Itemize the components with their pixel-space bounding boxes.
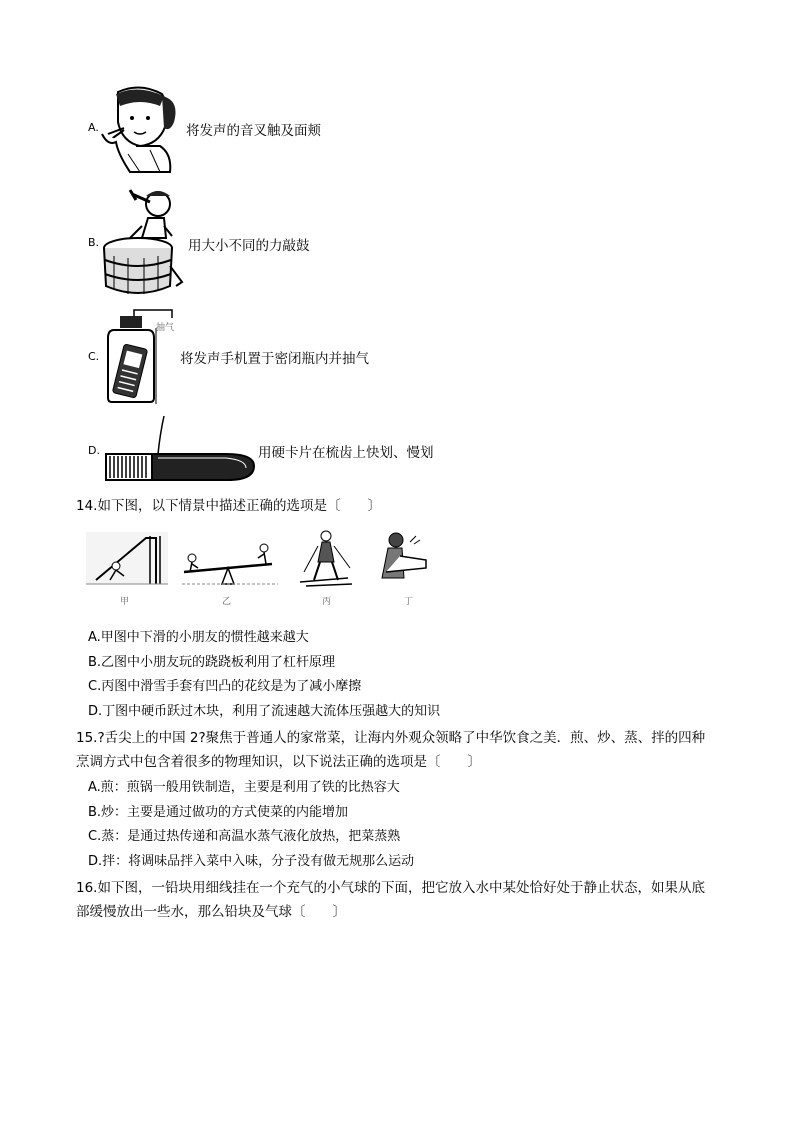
- q14-stem: 14.如下图，以下情景中描述正确的选项是〔 〕: [76, 498, 381, 514]
- q15-option-c: C.蒸：是通过热传递和高温水蒸气液化放热，把菜蒸熟: [88, 829, 401, 844]
- q14-option-d: D.丁图中硬币跃过木块，利用了流速越大流体压强越大的知识: [88, 704, 441, 719]
- option-a-letter: A.: [88, 121, 99, 134]
- figure-label-ding: 丁: [404, 597, 414, 607]
- figure-label-jia: 甲: [120, 597, 130, 607]
- option-a-text: 将发声的音叉触及面颊: [186, 123, 321, 139]
- q15-stem-line1: 15.?舌尖上的中国 2?聚焦于普通人的家常菜，让海内外观众领略了中华饮食之美．煎、炒、蒸、拌的四种: [76, 730, 706, 746]
- q15-option-d: D.拌：将调味品拌入菜中入味，分子没有做无规那么运动: [88, 854, 415, 869]
- option-b-letter: B.: [88, 236, 100, 249]
- q14-option-b: B.乙图中小朋友玩的跷跷板利用了杠杆原理: [88, 655, 336, 670]
- option-d-text: 用硬卡片在梳齿上快划、慢划: [258, 445, 434, 461]
- seesaw-scene-figure: [182, 544, 278, 584]
- comb-card-figure: [106, 414, 256, 484]
- option-d-letter: D.: [88, 444, 100, 457]
- q16-stem-line1: 16.如下图，一铅块用细线挂在一个充气的小气球的下面，把它放入水中某处恰好处于静止状态，如果从底: [76, 880, 705, 896]
- option-b-text: 用大小不同的力敲鼓: [188, 238, 310, 254]
- figure-label-yi: 乙: [222, 597, 232, 607]
- option-c-letter: C.: [88, 350, 100, 363]
- q14-option-a: A.甲图中下滑的小朋友的惯性越来越大: [88, 630, 309, 645]
- option-c-text: 将发声手机置于密闭瓶内并抽气: [180, 351, 369, 367]
- q14-option-c: C.丙图中滑雪手套有凹凸的花纹是为了减小摩擦: [88, 679, 362, 694]
- sealed-jar-phone-figure: [106, 308, 178, 404]
- tuning-fork-girl-figure: [100, 84, 180, 174]
- q16-stem-line2: 部缓慢放出一些水，那么铅块及气球〔 〕: [76, 904, 346, 920]
- q15-option-b: B.炒：主要是通过做功的方式使菜的内能增加: [88, 805, 349, 820]
- drum-boy-figure: [102, 186, 184, 301]
- q15-stem-line2: 烹调方式中包含着很多的物理知识，以下说法正确的选项是〔 〕: [76, 754, 481, 770]
- pump-tag: 抽气: [156, 323, 175, 333]
- figure-label-bing: 丙: [322, 597, 332, 607]
- skier-scene-figure: [300, 531, 352, 586]
- slide-scene-figure: [86, 532, 168, 584]
- q14-figure-strip: [86, 528, 436, 610]
- coin-blow-scene-figure: [382, 533, 426, 578]
- q15-option-a: A.煎：煎锅一般用铁制造，主要是利用了铁的比热容大: [88, 780, 400, 795]
